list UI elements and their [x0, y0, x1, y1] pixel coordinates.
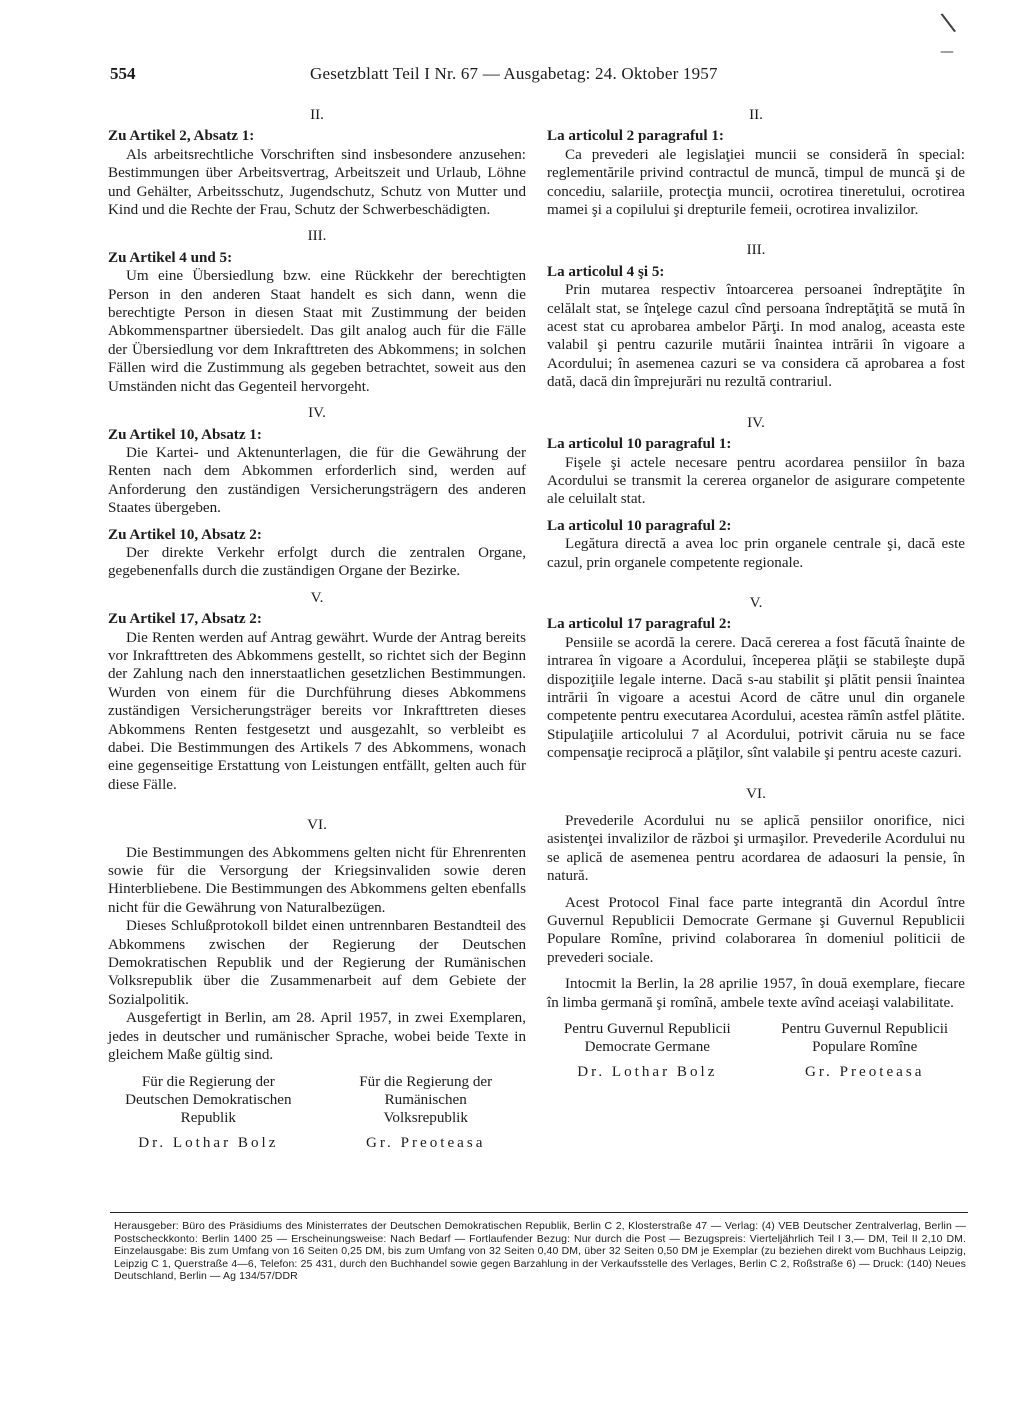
section-text: Die Kartei- und Aktenunterlagen, die für die Gewährung der Renten nach dem Abkommen erforderlich sind, werden auf Anforderung den zuständigen Versicherungsträgern des anderen Staates übergeben. [108, 444, 526, 517]
section-text: Dieses Schlußprotokoll bildet einen untrennbaren Bestandteil des Abkommens zwischen der Regierung der Deutschen Demokratischen Republik und der Regierung der Rumänischen Volksrepublik über die Zusammenarbeit auf dem Gebiete der Sozialpolitik. [108, 918, 526, 1008]
section-text: Pensiile se acordă la cerere. Dacă cererea a fost făcută înainte de intrarea în vigoare a Acordului, începerea plăţii se stabileşte după dispoziţiile legale interne. Dacă s-au stabilit şi plătit pensii înaintea intrării în vigoare a acestui Acord de către unul din organele competente pentru executarea Acordului, acestea rămîn astfel plătite. Stipulaţiile articolului 7 al Acordului, potrivit căruia nu se face compensaţie reciprocă a plăţilor, sînt valabile şi pentru aceste cazuri. [547, 634, 965, 762]
signature-rpr [764, 1020, 965, 1081]
signature-line: Deutschen Demokratischen [125, 1091, 292, 1108]
page-number: 554 [110, 64, 136, 83]
dash-mark-icon: — [940, 44, 954, 60]
pen-mark-icon: \ [939, 7, 958, 39]
section-heading: La articolul 4 şi 5: [547, 263, 665, 280]
page-header [110, 64, 968, 88]
section-heading: Zu Artikel 4 und 5: [108, 249, 233, 266]
section-text: Fişele şi actele necesare pentru acordarea pensiilor în baza Acordului se transmit la cererea organelor de asigurare competente ale celuilalt stat. [547, 454, 965, 508]
section-text: Prin mutarea respectiv întoarcerea persoanei îndreptăţite în celălalt stat, se înţelege cazul cînd persoana îndreptăţită se mută în acest stat cu aprobarea ambelor Părţi. In mod analog, aceasta este valabil şi pentru cazurile mutării înaintea intrării în vigoare a Acordului; în asemenea cazuri se va considera că aprobarea a fost dată, dacă din împrejurări nu rezultă contrariul. [547, 282, 965, 391]
signature-block [108, 1073, 526, 1153]
signature-ddr [547, 1020, 748, 1081]
signature-line: Republik [180, 1110, 236, 1127]
section-text: Acest Protocol Final face parte integrantă din Acordul între Guvernul Republicii Democrate Germane şi Guvernul Republicii Populare Romîne, privind colaborarea în domeniul politicii de prevederi sociale. [547, 894, 965, 966]
section-numeral: III. [307, 228, 327, 245]
section-text: Um eine Übersiedlung bzw. eine Rückkehr der berechtigten Person in den anderen Staat handelt es sich dann, wenn die berechtigte Person in diesen Staat mit Zustimmung der beiden Abkommenspartner übersiedelt. Das gilt analog auch für die Fälle der Übersiedlung vor dem Inkrafttreten des Abkommens; in solchen Fällen wird die Zustimmung als gegeben betrachtet, soweit aus den Umständen nicht das Gegenteil hervorgeht. [108, 268, 526, 395]
section-numeral: III. [746, 242, 766, 259]
signature-line: Populare Romîne [812, 1039, 918, 1056]
signatory-name: Gr. Preoteasa [365, 1134, 486, 1151]
section-text: Ca prevederi ale legislaţiei muncii se consideră în special: reglementările privind contractul de muncă, timpul de muncă şi de concediu, salariile, protecţia muncii, ocrotirea tineretului, ocrotirea mamei şi a copilului şi drepturile femeii, ocrotirea invalizilor. [547, 146, 965, 219]
section-numeral: II. [310, 107, 324, 123]
section-heading: La articolul 10 paragraful 1: [547, 436, 732, 453]
section-text: Die Bestimmungen des Abkommens gelten nicht für Ehrenrenten sowie für die Versorgung der Kriegsinvaliden sowie deren Hinterbliebene. Die Bestimmungen des Abkommens gelten ebenfalls nicht für die Gewährung von Naturalbezügen. [108, 844, 526, 916]
signature-line: Volksrepublik [383, 1110, 468, 1127]
section-heading: La articolul 2 paragraful 1: [547, 128, 724, 145]
section-numeral: IV. [747, 414, 765, 431]
section-text: Der direkte Verkehr erfolgt durch die zentralen Organe, gegebenenfalls durch die zuständigen Organe der Bezirke. [108, 544, 526, 580]
section-text: Legătura directă a avea loc prin organele centrale şi, dacă este cazul, prin organele competente regionale. [547, 536, 965, 571]
signature-ddr [108, 1073, 309, 1153]
signature-line: Für die Regierung der [359, 1073, 493, 1090]
section-numeral: VI. [746, 785, 766, 802]
section-heading: Zu Artikel 10, Absatz 1: [108, 426, 262, 443]
section-text: Ausgefertigt in Berlin, am 28. April 1957, in zwei Exemplaren, jedes in deutscher und rumänischer Sprache, wobei beide Texte in gleichem Maße gültig sind. [108, 1010, 526, 1064]
section-heading: Zu Artikel 2, Absatz 1: [108, 128, 255, 145]
footer-rule [110, 1212, 968, 1213]
signatory-name: Dr. Lothar Bolz [577, 1063, 718, 1080]
running-head: Gesetzblatt Teil I Nr. 67 — Ausgabetag: 24. Oktober 1957 [310, 64, 718, 83]
imprint-footer: Herausgeber: Büro des Präsidiums des Ministerrates der Deutschen Demokratischen Republik, Berlin C 2, Klosterstraße 47 — Verlag: (4) VEB Deutscher Zentralverlag, Berlin — Postscheckkonto: Berlin 1400 25 — Erscheinungsweise: Nach Bedarf — Fortlaufender Bezug: Nur durch die Post — Bezugspreis: Vierteljährlich Teil I 3,— DM, Teil II 2,10 DM. Einzelausgabe: Bis zum Umfang von 16 Seiten 0,25 DM, bis zum Umfang von 32 Seiten 0,40 DM, über 32 Seiten 0,50 DM je Exemplar (zu beziehen direkt vom Buchhaus Leipzig, Leipzig C 1, Querstraße 4—6, Telefon: 25 431, durch den Buchhandel sowie gegen Barzahlung in der Verkaufsstelle des Verlages, Berlin C 2, Roßstraße 6) — Druck: (140) Neues Deutschland, Berlin — Ag 134/57/DDR [114, 1220, 966, 1283]
signatory-name: Dr. Lothar Bolz [138, 1134, 279, 1151]
signature-line: Democrate Germane [584, 1039, 710, 1056]
section-numeral: V. [310, 589, 324, 606]
romanian-column [547, 106, 965, 1081]
section-numeral: VI. [307, 817, 327, 834]
section-heading: La articolul 17 paragraful 2: [547, 616, 732, 633]
section-numeral: II. [749, 107, 763, 123]
section-numeral: IV. [308, 405, 326, 422]
section-heading: Zu Artikel 10, Absatz 2: [108, 526, 262, 543]
section-text: Intocmit la Berlin, la 28 aprilie 1957, în două exemplare, fiecare în limba germană şi romînă, ambele texte avînd aceiaşi valabilitate. [547, 976, 965, 1011]
section-heading: La articolul 10 paragraful 2: [547, 517, 732, 534]
section-text: Als arbeitsrechtliche Vorschriften sind insbesondere anzusehen: Bestimmungen über Arbeitsvertrag, Arbeitszeit und Urlaub, Löhne und Gehälter, Arbeitsschutz, Jugendschutz, Schutz von Mutter und Kind und die Rechte der Frau, Schutz der Schwerbeschädigten. [108, 146, 526, 219]
section-heading: Zu Artikel 17, Absatz 2: [108, 611, 262, 628]
signature-line: Rumänischen [384, 1091, 467, 1108]
signature-rvr [325, 1073, 526, 1153]
signature-line: Pentru Guvernul Republicii [563, 1021, 731, 1038]
signature-line: Für die Regierung der [141, 1073, 275, 1090]
section-numeral: V. [749, 594, 763, 611]
signature-block [547, 1020, 965, 1081]
signature-line: Pentru Guvernul Republicii [781, 1021, 949, 1038]
signatory-name: Gr. Preoteasa [804, 1063, 925, 1080]
section-text: Die Renten werden auf Antrag gewährt. Wurde der Antrag bereits vor Inkrafttreten des Abkommens gestellt, so richtet sich der Beginn der Zahlung nach den innerstaatlichen gesetzlichen Bestimmungen. Wurden von einem für die Durchführung dieses Abkommens zuständigen Versicherungsträger bereits vor Inkrafttreten dieses Abkommens Renten festgesetzt und ausgezahlt, so verbleibt es dabei. Die Bestimmungen des Artikels 7 des Abkommens, wonach eine gegenseitige Erstattung von Leistungen entfällt, gelten auch für diese Fälle. [108, 629, 526, 793]
german-column [108, 106, 526, 1152]
section-text: Prevederile Acordului nu se aplică pensiilor onorifice, nici asistenţei invalizilor de război şi urmaşilor. Prevederile Acordului nu se aplică de asemenea pentru acordarea de adaosuri la pensie, în natură. [547, 813, 965, 885]
